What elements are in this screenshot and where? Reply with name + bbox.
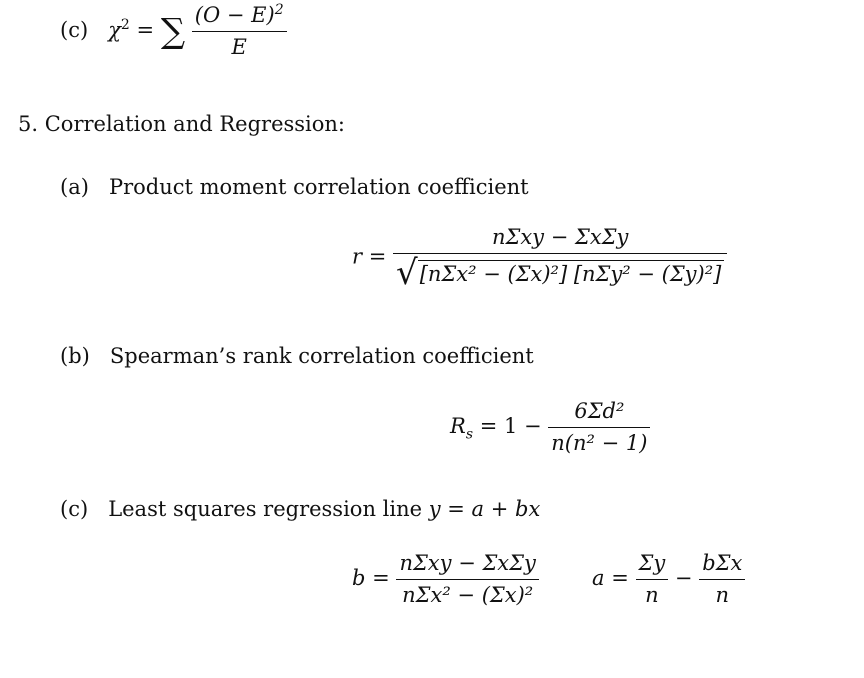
spearman-numerator: 6Σd²: [548, 400, 650, 428]
pearson-numerator: nΣxy − ΣxΣy: [393, 226, 727, 254]
item-a-text: Product moment correlation coefficient: [108, 175, 529, 199]
item-c-heading: [60, 499, 540, 520]
regression-line-equation: y = a + bx: [428, 497, 541, 521]
slope-formula: [352, 552, 539, 607]
spearman-formula: [450, 400, 650, 455]
slope-denominator: nΣx² − (Σx)²: [402, 583, 534, 608]
spearman-lhs: R: [450, 414, 466, 439]
intercept-frac1-numerator: Σy: [636, 552, 669, 580]
intercept-fraction-2: [699, 552, 745, 607]
item-b-heading: [60, 346, 534, 367]
chi-squared-formula: [60, 4, 287, 59]
slope-numerator: nΣxy − ΣxΣy: [396, 552, 538, 580]
slope-fraction: [396, 552, 538, 607]
chi-equals: =: [136, 18, 155, 43]
intercept-equals: =: [611, 566, 629, 591]
intercept-lhs: a: [592, 566, 605, 591]
item-c-text: Least squares regression line: [108, 497, 423, 521]
pearson-equals: =: [368, 244, 387, 269]
pearson-formula: [352, 225, 727, 294]
chi-fraction: [192, 4, 287, 59]
intercept-frac1-denominator: n: [645, 583, 659, 608]
pearson-fraction: [393, 225, 727, 294]
chi-label: (c): [60, 18, 89, 43]
section-heading: [18, 114, 345, 135]
chi-symbol: χ: [108, 18, 121, 43]
slope-lhs: b: [352, 566, 366, 591]
intercept-formula: [592, 552, 745, 607]
item-b-label: (b): [60, 344, 90, 368]
item-b-text: Spearman’s rank correlation coefficient: [109, 344, 534, 368]
section-title: Correlation and Regression:: [44, 112, 346, 136]
chi-numerator: (O − E): [194, 3, 275, 27]
spearman-equals: = 1 −: [479, 414, 542, 439]
square-root-symbol: √: [396, 253, 418, 294]
spearman-denominator: n(n² − 1): [551, 431, 648, 456]
spearman-lhs-sub: s: [465, 426, 473, 443]
intercept-minus: −: [674, 566, 693, 591]
chi-num-sup: 2: [274, 2, 284, 18]
item-a-heading: [60, 177, 529, 198]
slope-equals: =: [372, 566, 390, 591]
item-c-label: (c): [60, 497, 89, 521]
sum-symbol: ∑: [160, 11, 186, 52]
pearson-denominator: [nΣx² − (Σx)²] [nΣy² − (Σy)²]: [418, 260, 725, 286]
spearman-fraction: [548, 400, 650, 455]
intercept-frac2-denominator: n: [715, 583, 730, 608]
chi-denominator: E: [231, 35, 247, 60]
pearson-lhs: r: [352, 244, 363, 269]
intercept-frac2-numerator: bΣx: [699, 552, 745, 580]
section-number: 5.: [18, 112, 39, 136]
intercept-fraction-1: [636, 552, 669, 607]
item-a-label: (a): [60, 175, 89, 199]
chi-sup: 2: [120, 17, 130, 34]
